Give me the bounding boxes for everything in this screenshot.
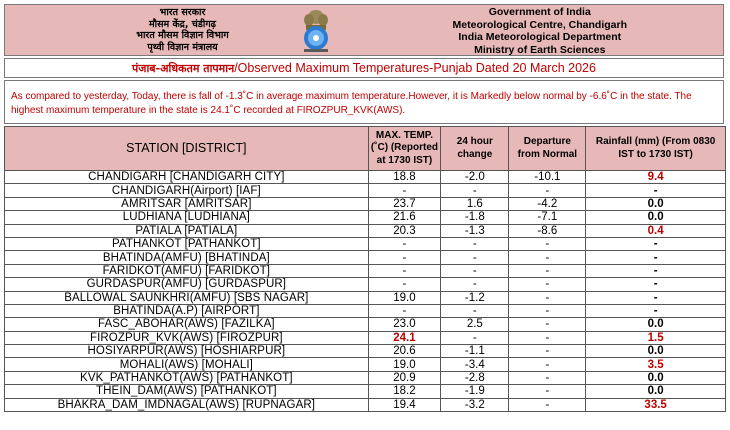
report-title (4, 58, 724, 78)
max-temp-cell: - (368, 251, 441, 264)
rainfall-cell: - (586, 184, 726, 197)
station-cell: CHANDIGARH [CHANDIGARH CITY] (5, 171, 369, 184)
change-cell: - (441, 331, 509, 344)
station-cell: HOSIYARPUR(AWS) [HOSHIARPUR] (5, 345, 369, 358)
table-row (5, 304, 726, 317)
rainfall-cell: 0.0 (586, 197, 726, 210)
departure-cell: -7.1 (509, 211, 586, 224)
departure-cell: -4.2 (509, 197, 586, 210)
departure-cell: - (509, 318, 586, 331)
station-cell: AMRITSAR [AMRITSAR] (5, 197, 369, 210)
max-temp-cell: 23.7 (368, 197, 441, 210)
table-row (5, 331, 726, 344)
rainfall-cell: 9.4 (586, 171, 726, 184)
table-row (5, 398, 726, 411)
change-cell: - (441, 184, 509, 197)
max-temp-cell: 18.2 (368, 385, 441, 398)
table-row (5, 251, 726, 264)
table-row (5, 184, 726, 197)
table-row (5, 385, 726, 398)
station-cell: LUDHIANA [LUDHIANA] (5, 211, 369, 224)
departure-cell: -8.6 (509, 224, 586, 237)
station-cell: FARIDKOT(AMFU) [FARIDKOT] (5, 264, 369, 277)
max-temp-cell: 18.8 (368, 171, 441, 184)
departure-cell: - (509, 358, 586, 371)
rainfall-cell: - (586, 264, 726, 277)
change-cell: -1.3 (441, 224, 509, 237)
change-cell: - (441, 264, 509, 277)
change-cell: -2.0 (441, 171, 509, 184)
max-temp-cell: 21.6 (368, 211, 441, 224)
table-row (5, 318, 726, 331)
max-temp-cell: - (368, 264, 441, 277)
col-rainfall: Rainfall (mm) (From 0830 IST to 1730 IST) (586, 127, 726, 171)
departure-cell: - (509, 371, 586, 384)
max-temp-cell: 23.0 (368, 318, 441, 331)
hindi-line: पृथ्वी विज्ञान मंत्रालय (147, 41, 218, 53)
max-temp-cell: 20.6 (368, 345, 441, 358)
max-temp-cell: - (368, 237, 441, 250)
max-temp-cell: - (368, 304, 441, 317)
change-cell: -1.2 (441, 291, 509, 304)
station-cell: PATHANKOT [PATHANKOT] (5, 237, 369, 250)
departure-cell: - (509, 184, 586, 197)
change-cell: -1.1 (441, 345, 509, 358)
departure-cell: - (509, 291, 586, 304)
max-temp-cell: 20.9 (368, 371, 441, 384)
departure-cell: - (509, 251, 586, 264)
rainfall-cell: 0.0 (586, 371, 726, 384)
table-row (5, 171, 726, 184)
max-temp-cell: - (368, 278, 441, 291)
rainfall-cell: - (586, 278, 726, 291)
station-cell: FIROZPUR_KVK(AWS) [FIROZPUR] (5, 331, 369, 344)
rainfall-cell: 0.0 (586, 385, 726, 398)
table-row (5, 371, 726, 384)
table-row (5, 224, 726, 237)
rainfall-cell: - (586, 291, 726, 304)
rainfall-cell: - (586, 304, 726, 317)
rainfall-cell: 0.0 (586, 345, 726, 358)
change-cell: 2.5 (441, 318, 509, 331)
change-cell: -1.9 (441, 385, 509, 398)
station-cell: BHATINDA(A.P) [AIRPORT] (5, 304, 369, 317)
rainfall-cell: 0.0 (586, 211, 726, 224)
station-cell: PATIALA [PATIALA] (5, 224, 369, 237)
departure-cell: - (509, 237, 586, 250)
station-cell: THEIN_DAM(AWS) [PATHANKOT] (5, 385, 369, 398)
col-max-temp: MAX. TEMP.(˚C) (Reported at 1730 IST) (368, 127, 441, 171)
station-cell: MOHALI(AWS) [MOHALI] (5, 358, 369, 371)
table-row (5, 291, 726, 304)
rainfall-cell: 3.5 (586, 358, 726, 371)
hindi-line: भारत मौसम विज्ञान विभाग (136, 30, 229, 41)
table-row (5, 358, 726, 371)
rainfall-cell: - (586, 237, 726, 250)
rainfall-cell: - (586, 251, 726, 264)
temperature-table (4, 126, 726, 412)
english-line: Meteorological Centre, Chandigarh (452, 18, 627, 31)
hindi-line: भारत सरकार (159, 7, 206, 18)
change-cell: - (441, 251, 509, 264)
english-org-block (453, 6, 627, 56)
english-line: Government of India (488, 6, 591, 18)
departure-cell: - (509, 398, 586, 411)
hindi-line: मौसम केंद्र, चंडीगढ़ (148, 18, 217, 30)
change-cell: -1.8 (441, 211, 509, 224)
departure-cell: - (509, 385, 586, 398)
english-line: India Meteorological Department (458, 31, 622, 43)
table-row (5, 211, 726, 224)
max-temp-cell: 19.4 (368, 398, 441, 411)
change-cell: - (441, 237, 509, 250)
table-row (5, 345, 726, 358)
departure-cell: - (509, 278, 586, 291)
max-temp-cell: 19.0 (368, 358, 441, 371)
change-cell: - (441, 278, 509, 291)
hindi-org-block (115, 7, 250, 53)
change-cell: 1.6 (441, 197, 509, 210)
rainfall-cell: 33.5 (586, 398, 726, 411)
station-cell: BALLOWAL SAUNKHRI(AMFU) [SBS NAGAR] (5, 291, 369, 304)
station-cell: GURDASPUR(AMFU) [GURDASPUR] (5, 278, 369, 291)
col-departure: Departure from Normal (509, 127, 586, 171)
station-cell: BHAKRA_DAM_IMDNAGAL(AWS) [RUPNAGAR] (5, 398, 369, 411)
departure-cell: -10.1 (509, 171, 586, 184)
departure-cell: - (509, 331, 586, 344)
title-english: /Observed Maximum Temperatures-Punjab Dated 20 March 2026 (234, 61, 596, 75)
table-row (5, 237, 726, 250)
station-cell: FASC_ABOHAR(AWS) [FAZILKA] (5, 318, 369, 331)
station-cell: CHANDIGARH(Airport) [IAF] (5, 184, 369, 197)
table-row (5, 264, 726, 277)
table-header-row (5, 127, 726, 171)
change-cell: -2.8 (441, 371, 509, 384)
max-temp-cell: - (368, 184, 441, 197)
max-temp-cell: 19.0 (368, 291, 441, 304)
change-cell: -3.4 (441, 358, 509, 371)
english-line: Ministry of Earth Sciences (474, 43, 606, 56)
station-cell: BHATINDA(AMFU) [BHATINDA] (5, 251, 369, 264)
departure-cell: - (509, 345, 586, 358)
rainfall-cell: 1.5 (586, 331, 726, 344)
table-row (5, 197, 726, 210)
national-emblem-icon (292, 8, 340, 54)
max-temp-cell: 24.1 (368, 331, 441, 344)
rainfall-cell: 0.0 (586, 318, 726, 331)
report-header (4, 4, 724, 56)
change-cell: - (441, 304, 509, 317)
rainfall-cell: 0.4 (586, 224, 726, 237)
col-change: 24 hour change (441, 127, 509, 171)
departure-cell: - (509, 264, 586, 277)
col-station: STATION [DISTRICT] (5, 127, 369, 171)
max-temp-cell: 20.3 (368, 224, 441, 237)
summary-text: As compared to yesterday, Today, there is fall of -1.3˚C in average maximum temperature.However, it is Markedly below normal by -6.6˚C in the state. The highest maximum temperature in the state is 24.1˚C recorded at FIROZPUR_KVK(AWS). (4, 80, 724, 124)
station-cell: KVK_PATHANKOT(AWS) [PATHANKOT] (5, 371, 369, 384)
table-row (5, 278, 726, 291)
departure-cell: - (509, 304, 586, 317)
title-hindi: पंजाब-अधिकतम तापमान (132, 62, 235, 75)
change-cell: -3.2 (441, 398, 509, 411)
